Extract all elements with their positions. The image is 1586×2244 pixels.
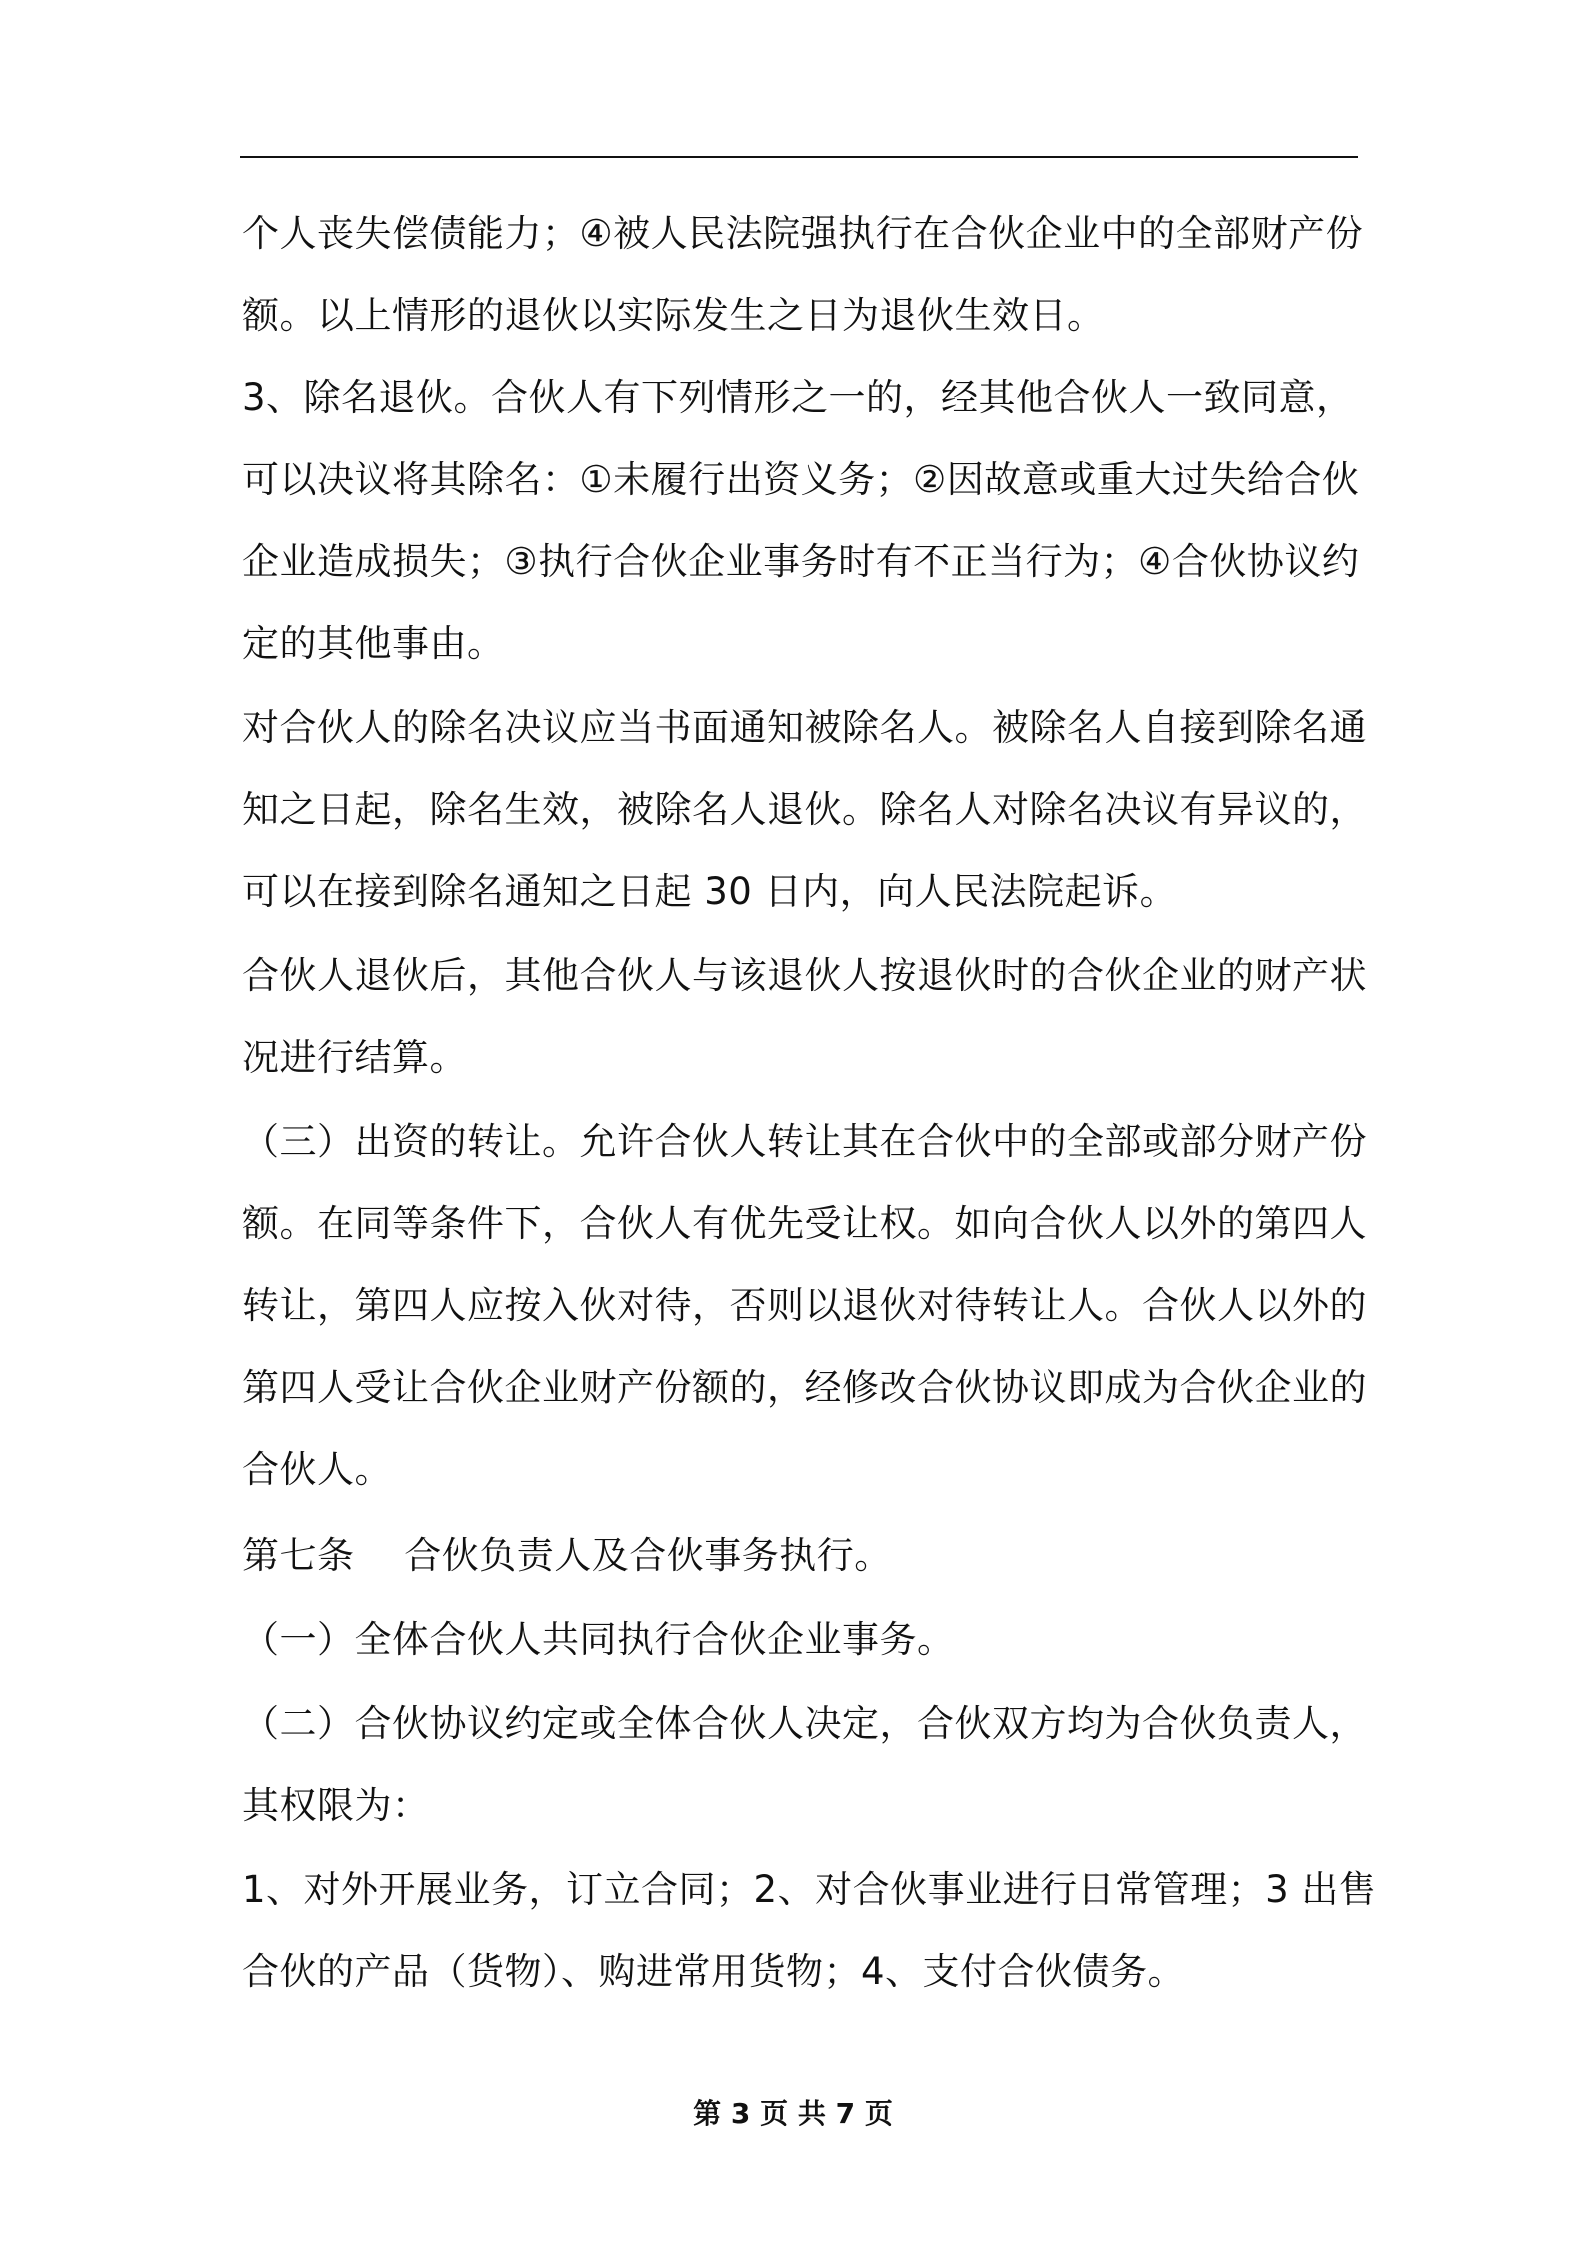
body-line: 定的其他事由。	[242, 622, 505, 665]
body-line: 第四人受让合伙企业财产份额的，经修改合伙协议即成为合伙企业的	[242, 1366, 1367, 1409]
body-line: 额。在同等条件下，合伙人有优先受让权。如向合伙人以外的第四人	[242, 1202, 1367, 1245]
body-line: 1、对外开展业务，订立合同；2、对合伙事业进行日常管理；3 出售	[242, 1868, 1377, 1911]
body-line: 合伙人。	[242, 1448, 392, 1491]
body-line: 合伙人退伙后，其他合伙人与该退伙人按退伙时的合伙企业的财产状	[242, 954, 1367, 997]
body-line: 可以在接到除名通知之日起 30 日内，向人民法院起诉。	[242, 870, 1178, 913]
body-line: 额。以上情形的退伙以实际发生之日为退伙生效日。	[242, 294, 1105, 337]
body-line: 对合伙人的除名决议应当书面通知被除名人。被除名人自接到除名通	[242, 706, 1367, 749]
body-line: 可以决议将其除名：①未履行出资义务；②因故意或重大过失给合伙	[242, 458, 1360, 501]
header-rule	[240, 156, 1358, 158]
body-line: 合伙的产品（货物）、购进常用货物；4、支付合伙债务。	[242, 1950, 1186, 1993]
body-line: 况进行结算。	[242, 1036, 467, 1079]
body-line: （二）合伙协议约定或全体合伙人决定，合伙双方均为合伙负责人，	[242, 1702, 1367, 1745]
body-line: （一）全体合伙人共同执行合伙企业事务。	[242, 1618, 955, 1661]
body-line: （三）出资的转让。允许合伙人转让其在合伙中的全部或部分财产份	[242, 1120, 1367, 1163]
body-line: 转让，第四人应按入伙对待，否则以退伙对待转让人。合伙人以外的	[242, 1284, 1367, 1327]
article-heading: 第七条 合伙负责人及合伙事务执行。	[242, 1534, 892, 1577]
body-line: 企业造成损失；③执行合伙企业事务时有不正当行为；④合伙协议约	[242, 540, 1360, 583]
body-line: 3、除名退伙。合伙人有下列情形之一的，经其他合伙人一致同意，	[242, 376, 1354, 419]
body-line: 知之日起，除名生效，被除名人退伙。除名人对除名决议有异议的，	[242, 788, 1367, 831]
page-number-footer: 第 3 页 共 7 页	[693, 2097, 893, 2130]
body-line: 其权限为：	[242, 1784, 430, 1827]
body-line: 个人丧失偿债能力；④被人民法院强执行在合伙企业中的全部财产份	[242, 212, 1364, 255]
